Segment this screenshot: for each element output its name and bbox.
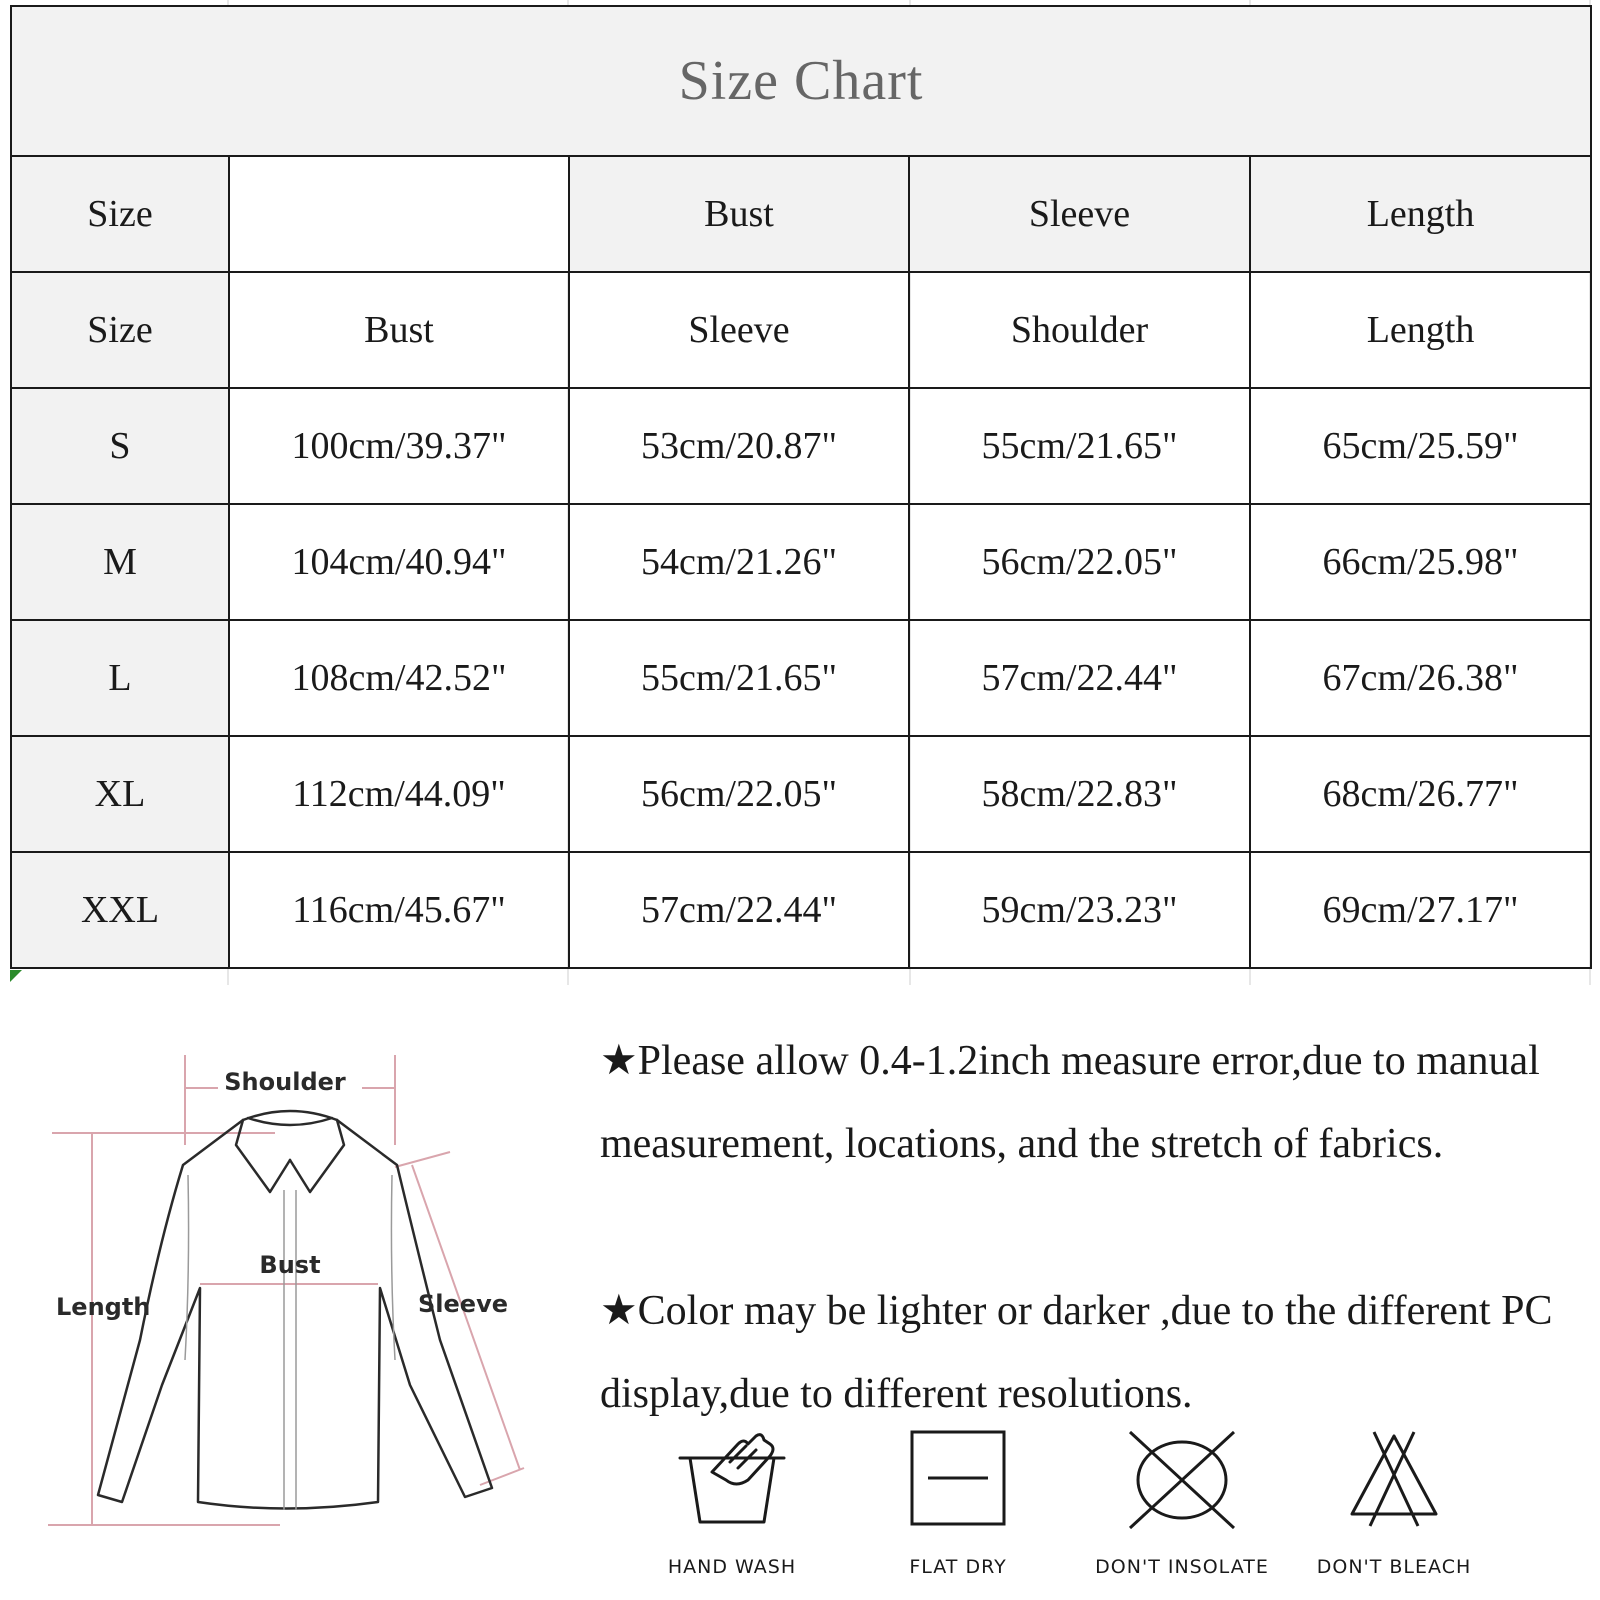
- care-label: FLAT DRY: [909, 1556, 1007, 1578]
- header-cell: [229, 156, 569, 272]
- care-item-hand-wash: [632, 1430, 832, 1578]
- shoulder-cell: 58cm/22.83": [909, 736, 1250, 852]
- care-item-flat-dry: [858, 1430, 1058, 1578]
- bust-cell: 116cm/45.67": [229, 852, 569, 968]
- bust-label: Bust: [259, 1251, 321, 1279]
- size-cell: XL: [11, 736, 229, 852]
- sleeve-cell: 57cm/22.44": [569, 852, 909, 968]
- measure-error-note: ★Please allow 0.4-1.2inch measure error,due to manual measurement, locations, and the stretch of fabrics.: [600, 1038, 1540, 1167]
- length-cell: 68cm/26.77": [1250, 736, 1591, 852]
- length-label: Length: [56, 1293, 151, 1321]
- care-label: DON'T INSOLATE: [1095, 1556, 1269, 1578]
- header-row-primary: [11, 156, 1591, 272]
- size-cell: S: [11, 388, 229, 504]
- dont-insolate-icon: [1122, 1430, 1242, 1530]
- shoulder-cell: 59cm/23.23": [909, 852, 1250, 968]
- bust-cell: 104cm/40.94": [229, 504, 569, 620]
- care-label: HAND WASH: [667, 1556, 797, 1578]
- flat-dry-icon: [898, 1430, 1018, 1530]
- header-cell: Size: [11, 156, 229, 272]
- header-cell: Sleeve: [909, 156, 1250, 272]
- header-cell: Length: [1250, 272, 1591, 388]
- bust-cell: 100cm/39.37": [229, 388, 569, 504]
- header-cell: Shoulder: [909, 272, 1250, 388]
- header-cell: Bust: [569, 156, 909, 272]
- table-row: [11, 620, 1591, 736]
- color-difference-note: ★Color may be lighter or darker ,due to the different PC display,due to different resolutions.: [600, 1288, 1553, 1417]
- sleeve-cell: 56cm/22.05": [569, 736, 909, 852]
- sleeve-cell: 54cm/21.26": [569, 504, 909, 620]
- size-chart-table: [10, 5, 1592, 969]
- length-cell: 66cm/25.98": [1250, 504, 1591, 620]
- table-row: [11, 388, 1591, 504]
- care-label: DON'T BLEACH: [1316, 1556, 1472, 1578]
- header-row-secondary: [11, 272, 1591, 388]
- table-row: [11, 852, 1591, 968]
- table-row: [11, 504, 1591, 620]
- size-cell: M: [11, 504, 229, 620]
- sleeve-label: Sleeve: [418, 1290, 508, 1318]
- shoulder-cell: 57cm/22.44": [909, 620, 1250, 736]
- header-cell: Bust: [229, 272, 569, 388]
- shoulder-label: Shoulder: [224, 1068, 346, 1096]
- length-cell: 69cm/27.17": [1250, 852, 1591, 968]
- bust-cell: 112cm/44.09": [229, 736, 569, 852]
- shirt-measurement-diagram: [40, 1040, 560, 1580]
- hand-wash-icon: [672, 1430, 792, 1530]
- care-item-dont-bleach: [1294, 1430, 1494, 1578]
- table-row: [11, 736, 1591, 852]
- length-cell: 67cm/26.38": [1250, 620, 1591, 736]
- bust-cell: 108cm/42.52": [229, 620, 569, 736]
- care-item-dont-insolate: [1082, 1430, 1282, 1578]
- shoulder-cell: 56cm/22.05": [909, 504, 1250, 620]
- header-cell: Size: [11, 272, 229, 388]
- shoulder-cell: 55cm/21.65": [909, 388, 1250, 504]
- size-cell: XXL: [11, 852, 229, 968]
- sleeve-cell: 53cm/20.87": [569, 388, 909, 504]
- header-cell: Length: [1250, 156, 1591, 272]
- sleeve-cell: 55cm/21.65": [569, 620, 909, 736]
- header-cell: Sleeve: [569, 272, 909, 388]
- size-chart-title: Size Chart: [11, 6, 1591, 156]
- size-cell: L: [11, 620, 229, 736]
- length-cell: 65cm/25.59": [1250, 388, 1591, 504]
- dont-bleach-icon: [1334, 1430, 1454, 1530]
